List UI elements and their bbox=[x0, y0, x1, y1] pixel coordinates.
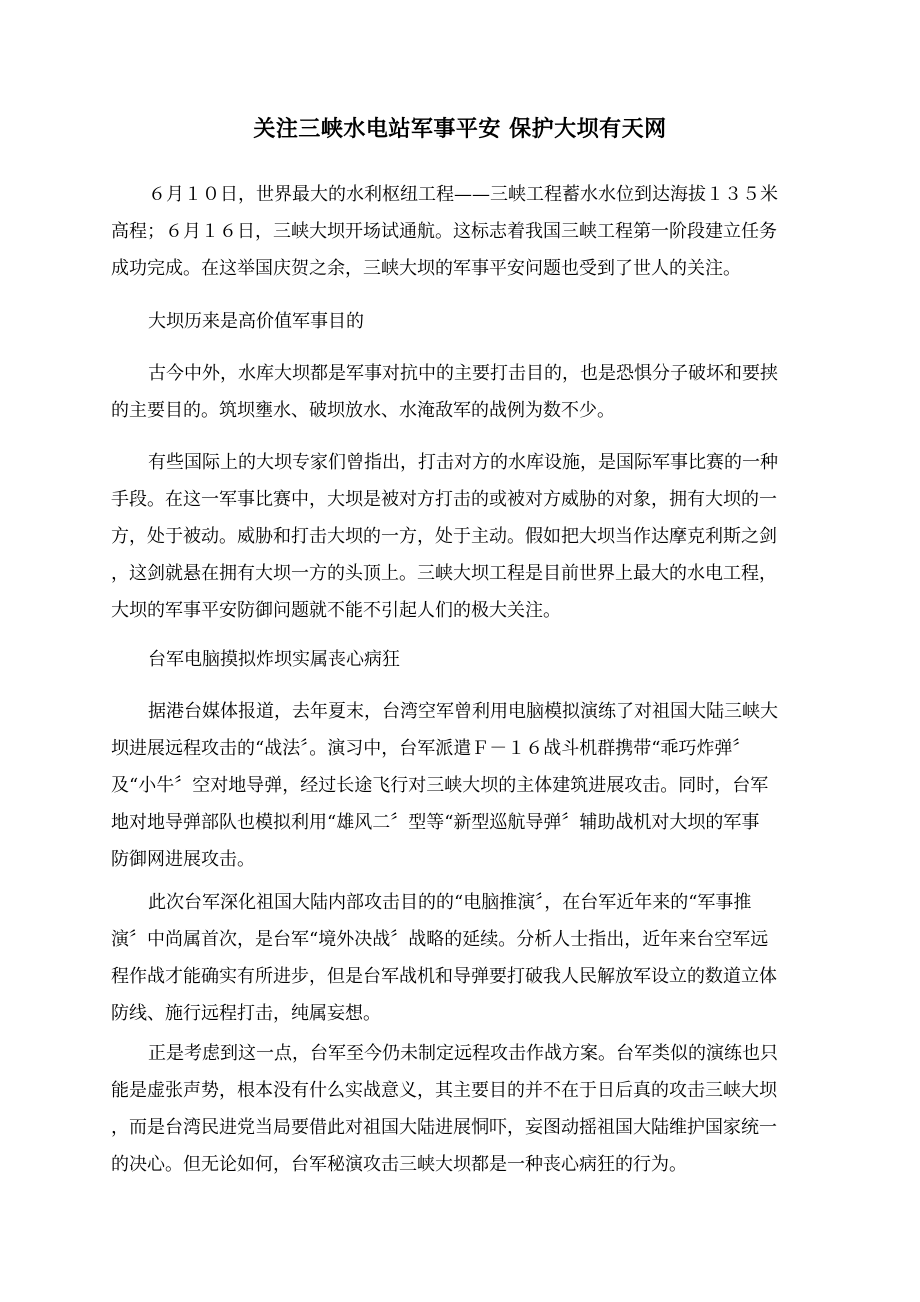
paragraph-line: 古今中外，水库大坝都是军事对抗中的主要打击目的，也是恐惧分子破坏和要挟 bbox=[148, 363, 778, 384]
paragraph-line: 演〞中尚属首次，是台军“境外决战〞战略的延续。分析人士指出，近年来台空军远 bbox=[111, 929, 769, 950]
paragraph-line: 程作战才能确实有所进步，但是台军战机和导弹要打破我人民解放军设立的数道立体 bbox=[111, 966, 777, 987]
paragraph-line: 防线、施行远程打击，纯属妄想。 bbox=[111, 1003, 381, 1024]
paragraph-line: 的决心。但无论如何，台军秘演攻击三峡大坝都是一种丧心病狂的行为。 bbox=[111, 1154, 687, 1175]
paragraph-line: 成功完成。在这举国庆贺之余，三峡大坝的军事平安问题也受到了世人的关注。 bbox=[111, 258, 741, 279]
paragraph-line: 手段。在这一军事比赛中，大坝是被对方打击的或被对方威胁的对象，拥有大坝的一 bbox=[111, 489, 777, 510]
section-heading: 台军电脑摸拟炸坝实属丧心病狂 bbox=[148, 649, 400, 670]
paragraph-line: ６月１０日，世界最大的水利枢纽工程——三峡工程蓄水水位到达海拔１３５米 bbox=[148, 184, 778, 205]
paragraph-line: 据港台媒体报道，去年夏末，台湾空军曾利用电脑模拟演练了对祖国大陆三峡大 bbox=[148, 701, 778, 722]
paragraph-line: 方，处于被动。威胁和打击大坝的一方，处于主动。假如把大坝当作达摩克利斯之剑 bbox=[111, 526, 777, 547]
paragraph-line: 正是考虑到这一点，台军至今仍未制定远程攻击作战方案。台军类似的演练也只 bbox=[148, 1043, 778, 1064]
paragraph-line: 坝进展远程攻击的“战法〞。演习中，台军派遣Ｆ－１６战斗机群携带“乖巧炸弹〞 bbox=[111, 738, 751, 759]
paragraph-line: 的主要目的。筑坝壅水、破坝放水、水淹敌军的战例为数不少。 bbox=[111, 400, 615, 421]
paragraph-line: 此次台军深化祖国大陆内部攻击目的的“电脑推演〞，在台军近年来的“军事推 bbox=[148, 892, 752, 913]
paragraph-line: 大坝的军事平安防御问题就不能不引起人们的极大关注。 bbox=[111, 600, 561, 621]
paragraph-line: 地对地导弹部队也模拟利用“雄风二〞型等“新型巡航导弹〞辅助战机对大坝的军事 bbox=[111, 812, 760, 833]
paragraph-6 bbox=[111, 1035, 825, 1183]
paragraph-line: ，这剑就悬在拥有大坝一方的头顶上。三峡大坝工程是目前世界上最大的水电工程， bbox=[111, 563, 777, 584]
paragraph-line: ，而是台湾民进党当局要借此对祖国大陆进展恫吓，妄图动摇祖国大陆维护国家统一 bbox=[111, 1117, 777, 1138]
paragraph-line: 高程；６月１６日，三峡大坝开场试通航。这标志着我国三峡工程第一阶段建立任务 bbox=[111, 221, 777, 242]
paragraph-1 bbox=[111, 176, 825, 287]
section-heading-2 bbox=[111, 641, 825, 678]
document-title: 关注三峡水电站军事平安 保护大坝有天网 bbox=[253, 117, 667, 142]
paragraph-line: 防御网进展攻击。 bbox=[111, 849, 255, 870]
paragraph-line: 能是虚张声势，根本没有什么实战意义，其主要目的并不在于日后真的攻击三峡大坝 bbox=[111, 1080, 777, 1101]
section-heading-1 bbox=[111, 303, 825, 340]
paragraph-line: 有些国际上的大坝专家们曾指出，打击对方的水库设施，是国际军事比赛的一种 bbox=[148, 452, 778, 473]
paragraph-line: 及“小牛〞空对地导弹，经过长途飞行对三峡大坝的主体建筑进展攻击。同时，台军 bbox=[111, 775, 769, 796]
paragraph-5 bbox=[111, 884, 825, 1032]
paragraph-3 bbox=[111, 444, 825, 629]
paragraph-4 bbox=[111, 693, 825, 878]
paragraph-2 bbox=[111, 355, 825, 429]
section-heading: 大坝历来是高价值军事目的 bbox=[148, 311, 364, 332]
